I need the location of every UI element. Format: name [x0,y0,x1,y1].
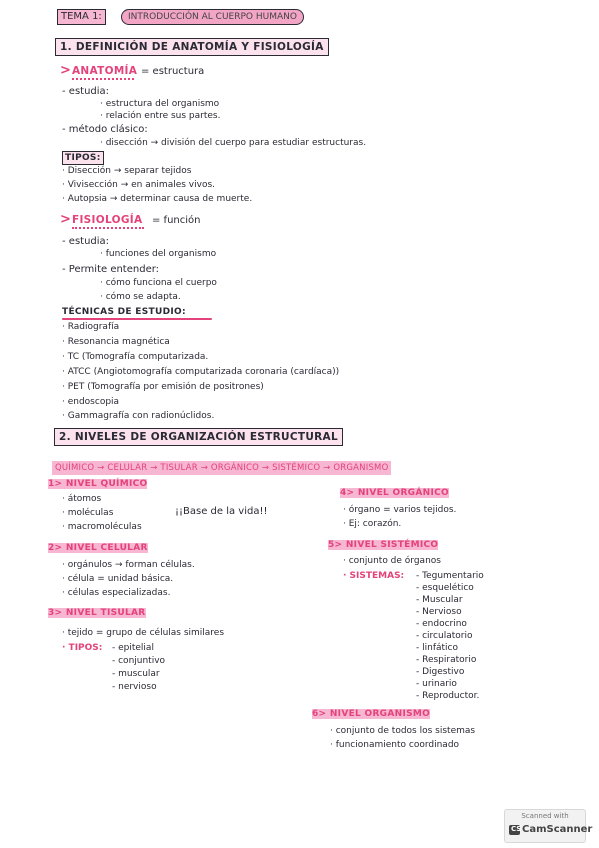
tisular-tipo-3: - muscular [112,669,160,679]
organismo-item-1: · conjunto de todos los sistemas [330,726,476,736]
sistema-10: - urinario [416,679,457,689]
anatomia-label: ANATOMÍA [72,65,138,77]
sistema-5: - endocrino [416,619,467,629]
quimico-item-2: · moléculas [62,508,114,518]
tecnicas-label: TÉCNICAS DE ESTUDIO: [62,307,186,317]
sistemico-item-1: · conjunto de órganos [343,556,441,566]
sistema-4: - Nervioso [416,607,462,617]
celular-item-1: · orgánulos → forman células. [62,560,195,570]
tisular-item-1: · tejido = grupo de células similares [62,628,225,638]
anatomia-underline [72,74,134,80]
tipos-item-2: · Vivisección → en animales vivos. [62,180,216,190]
quimico-item-3: · macromoléculas [62,522,142,532]
tecnica-3: · TC (Tomografía computarizada. [62,352,209,362]
tisular-tipo-1: - epitelial [112,643,154,653]
tecnica-7: · Gammagrafía con radionúclidos. [62,411,215,421]
camscanner-label: CamScanner [522,824,593,835]
fisiologia-label: FISIOLOGÍA [72,214,143,226]
chevron-icon: > [60,63,71,78]
scanned-with-label: Scanned with [521,812,569,820]
fis-estudia-item: · funciones del organismo [100,249,217,259]
tecnica-4: · ATCC (Angiotomografía computarizada coronaria (cardíaca)) [62,367,340,377]
estudia-item-2: · relación entre sus partes. [100,111,221,121]
tisular-tipo-2: - conjuntivo [112,656,166,666]
chevron-icon: > [60,212,71,227]
organismo-item-2: · funcionamiento coordinado [330,740,460,750]
sistema-11: - Reproductor. [416,691,480,701]
tipos-label: TIPOS: [62,151,104,165]
permite-item-2: · cómo se adapta. [100,292,181,302]
organico-item-1: · órgano = varios tejidos. [343,505,457,515]
tecnicas-underline [62,318,212,320]
quimico-item-1: · átomos [62,494,102,504]
nivel-organismo-title: 6> NIVEL ORGANISMO [312,709,431,719]
metodo-item: · disección → división del cuerpo para estudiar estructuras. [100,138,367,148]
tecnica-6: · endoscopia [62,397,120,407]
organico-item-2: · Ej: corazón. [343,519,402,529]
permite-item-1: · cómo funciona el cuerpo [100,278,217,288]
sistema-9: - Digestivo [416,667,465,677]
nivel-organico-title: 4> NIVEL ORGÁNICO [340,488,449,498]
sistemas-label: · SISTEMAS: [343,571,405,581]
celular-item-2: · célula = unidad básica. [62,574,174,584]
sistema-8: - Respiratorio [416,655,477,665]
levels-chain: QUÍMICO → CELULAR → TISULAR → ORGÁNICO → SISTÉMICO → ORGANISMO [52,461,391,475]
tecnica-2: · Resonancia magnética [62,337,170,347]
sistema-3: - Muscular [416,595,463,605]
section2-heading: 2. NIVELES DE ORGANIZACIÓN ESTRUCTURAL [54,431,343,443]
fisiologia-underline [72,223,144,229]
sistema-1: - Tegumentario [416,571,484,581]
tisular-tipo-4: - nervioso [112,682,157,692]
tema-label: TEMA 1: [57,9,106,25]
nivel-sistemico-title: 5> NIVEL SISTÉMICO [328,540,439,550]
sistema-7: - linfático [416,643,458,653]
camscanner-icon: CS [511,825,522,833]
camscanner-watermark [504,809,593,843]
nivel-celular-title: 2> NIVEL CELULAR [48,543,148,553]
metodo-label: - método clásico: [62,124,148,135]
tecnica-5: · PET (Tomografía por emisión de positrones) [62,382,264,392]
tipos-item-1: · Disección → separar tejidos [62,166,192,176]
tema-title: INTRODUCCIÓN AL CUERPO HUMANO [121,9,304,25]
sistema-2: - esquelético [416,583,474,593]
estudia-label: - estudia: [62,86,110,97]
fis-estudia-label: - estudia: [62,236,110,247]
nivel-quimico-title: 1> NIVEL QUÍMICO [48,479,148,489]
anatomia-def: = estructura [141,66,205,77]
tecnica-1: · Radiografía [62,322,120,332]
section1-heading: 1. DEFINICIÓN DE ANATOMÍA Y FISIOLOGÍA [55,41,295,53]
permite-label: - Permite entender: [62,264,160,275]
fisiologia-def: = función [152,215,201,226]
quimico-note: ¡¡Base de la vida!! [175,506,268,517]
sistema-6: - circulatorio [416,631,473,641]
estudia-item-1: · estructura del organismo [100,99,220,109]
tipos-item-3: · Autopsia → determinar causa de muerte. [62,194,253,204]
celular-item-3: · células especializadas. [62,588,171,598]
nivel-tisular-title: 3> NIVEL TISULAR [48,608,146,618]
tisular-tipos-label: · TIPOS: [62,643,103,653]
